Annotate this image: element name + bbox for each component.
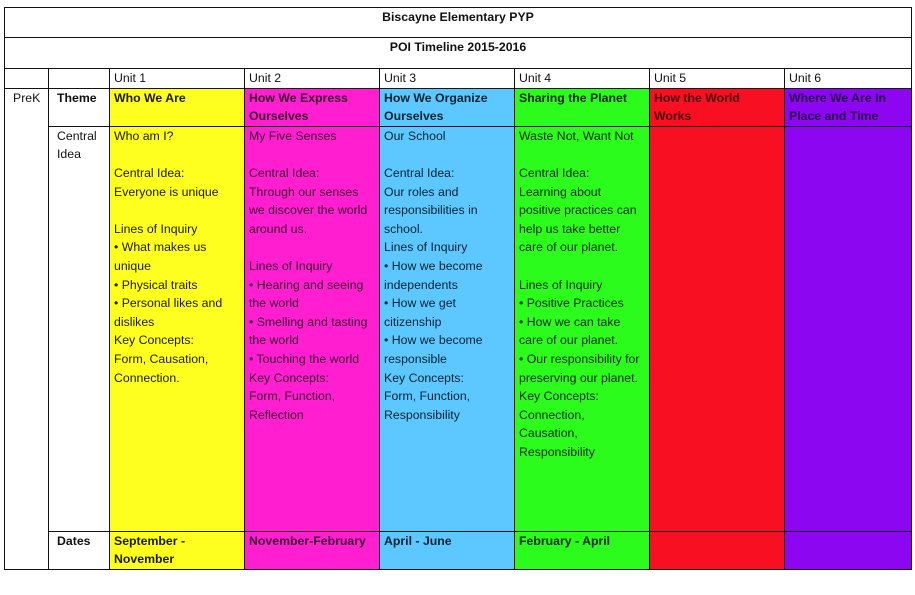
unit-theme: How the World Works [650, 88, 785, 126]
central-idea-line [384, 145, 510, 164]
central-idea-line: Everyone is unique [114, 184, 219, 199]
unit-dates: November-February [245, 531, 380, 569]
central-idea-line: • How we get citizenship [384, 296, 460, 329]
central-idea-line: Our School [384, 128, 446, 143]
unit-central-idea [515, 126, 650, 531]
central-idea-line: Central Idea: [384, 165, 455, 180]
central-idea-line [114, 201, 240, 220]
central-idea-line: Form, Causation, Connection. [114, 351, 212, 385]
unit-header-row [5, 69, 912, 89]
unit-header: Unit 2 [245, 69, 380, 89]
unit-dates: February - April [515, 531, 650, 569]
central-idea-line: Connection, Causation, Responsibility [519, 407, 595, 459]
central-idea-line: Central Idea: [519, 165, 590, 180]
unit-central-idea [380, 126, 515, 531]
unit-theme: Where We Are In Place and Time [785, 88, 912, 126]
unit-central-idea [245, 126, 380, 531]
unit-theme: How We Express Ourselves [245, 88, 380, 126]
central-idea-line: Through our senses we discover the world around us. [249, 184, 371, 236]
theme-row [5, 88, 912, 126]
central-idea-line [249, 145, 375, 164]
unit-central-idea [110, 126, 245, 531]
central-idea-line: • Our responsibility for preserving our planet. [519, 351, 643, 385]
central-idea-line: Waste Not, Want Not [519, 128, 634, 143]
subtitle-row [5, 38, 912, 69]
unit-dates [650, 531, 785, 569]
poi-timeline-table [4, 7, 912, 570]
unit-dates [785, 531, 912, 569]
unit-dates: April - June [380, 531, 515, 569]
title-row [5, 8, 912, 38]
unit-central-idea [785, 126, 912, 531]
dates-row [5, 531, 912, 569]
empty-cell [5, 69, 49, 89]
unit-theme: How We Organize Ourselves [380, 88, 515, 126]
timeline-title: POI Timeline 2015-2016 [5, 38, 912, 69]
unit-dates: September - November [110, 531, 245, 569]
central-idea-line: Lines of Inquiry [249, 258, 333, 273]
central-idea-line: • Smelling and tasting the world [249, 314, 371, 348]
central-idea-line: Our roles and responsibilities in school. [384, 184, 482, 236]
school-title: Biscayne Elementary PYP [5, 8, 912, 38]
central-idea-line [519, 257, 645, 276]
central-idea-line: • Physical traits [114, 277, 198, 292]
unit-theme: Who We Are [110, 88, 245, 126]
central-idea-line: • Positive Practices [519, 296, 624, 311]
central-idea-line [519, 145, 645, 164]
central-idea-line: My Five Senses [249, 128, 337, 143]
central-idea-line: • Hearing and seeing the world [249, 277, 367, 311]
unit-header: Unit 4 [515, 69, 650, 89]
central-idea-line: • How we become responsible [384, 333, 487, 366]
central-idea-line: Form, Function, Reflection [249, 389, 339, 422]
unit-central-idea [650, 126, 785, 531]
central-idea-row [5, 126, 912, 531]
central-idea-line: Learning about positive practices can help us take better care of our planet. [519, 184, 640, 255]
central-idea-line: • How we become independents [384, 258, 487, 292]
central-idea-line [114, 145, 240, 164]
unit-header: Unit 6 [785, 69, 912, 89]
central-idea-line: Lines of Inquiry [384, 240, 468, 255]
row-label-central-idea: Central Idea [49, 126, 110, 531]
grade-label: PreK [5, 88, 49, 569]
central-idea-line: Lines of Inquiry [114, 221, 198, 236]
central-idea-line: • Touching the world [249, 351, 360, 366]
central-idea-line [249, 238, 375, 257]
unit-theme: Sharing the Planet [515, 88, 650, 126]
empty-cell [49, 69, 110, 89]
central-idea-line: Who am I? [114, 128, 174, 143]
row-label-dates: Dates [49, 531, 110, 569]
central-idea-line: Key Concepts: [384, 370, 464, 385]
central-idea-line: • What makes us unique [114, 240, 210, 273]
central-idea-line: • How we can take care of our planet. [519, 314, 624, 348]
central-idea-line: Key Concepts: [249, 370, 329, 385]
unit-header: Unit 5 [650, 69, 785, 89]
central-idea-line: Central Idea: [114, 165, 185, 180]
central-idea-line: Central Idea: [249, 165, 320, 180]
central-idea-line: Key Concepts: [114, 333, 194, 348]
central-idea-line: • Personal likes and dislikes [114, 296, 226, 329]
central-idea-line: Key Concepts: [519, 389, 599, 404]
unit-header: Unit 1 [110, 69, 245, 89]
central-idea-line: Lines of Inquiry [519, 277, 603, 292]
row-label-theme: Theme [49, 88, 110, 126]
central-idea-line: Form, Function, Responsibility [384, 389, 474, 422]
unit-header: Unit 3 [380, 69, 515, 89]
